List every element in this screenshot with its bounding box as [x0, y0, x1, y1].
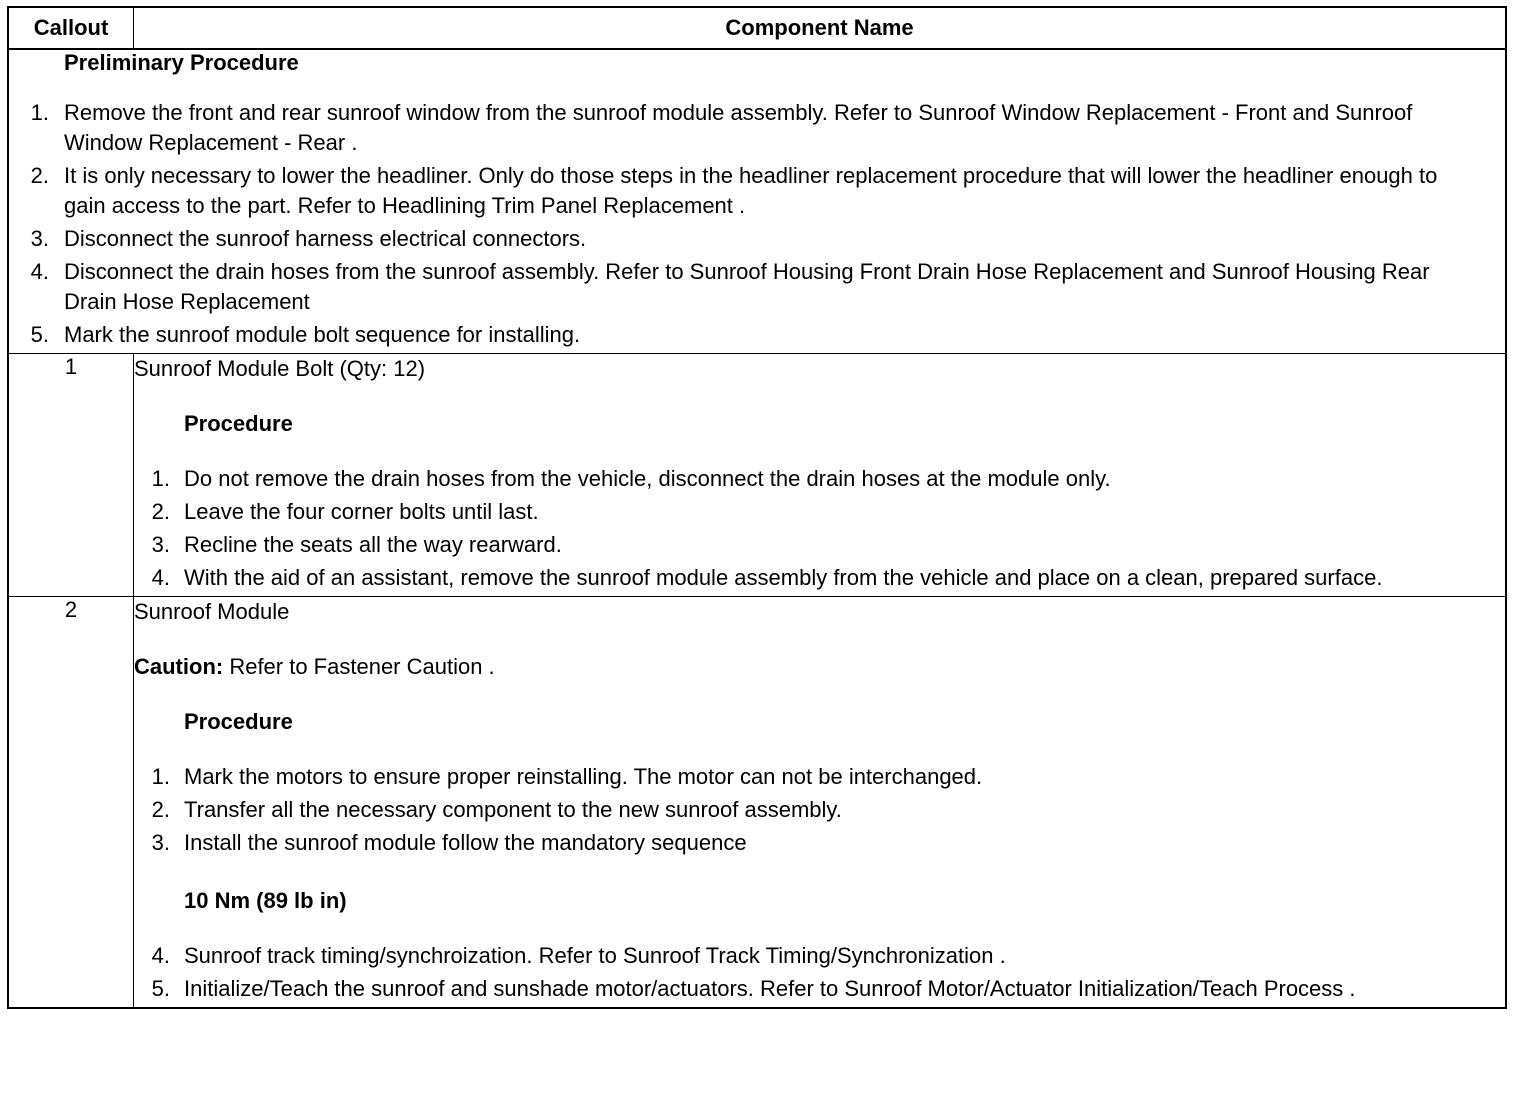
- step-text: Recline the seats all the way rearward.: [184, 532, 562, 557]
- step-text: Leave the four corner bolts until last.: [184, 499, 539, 524]
- table-header-row: [8, 7, 1506, 49]
- step-text: Mark the motors to ensure proper reinstalling. The motor can not be interchanged.: [184, 764, 983, 789]
- list-item: [9, 257, 1505, 317]
- step-number: 4.: [151, 565, 170, 590]
- preliminary-steps-list: [9, 98, 1505, 350]
- procedure-steps-list: [134, 762, 1505, 858]
- step-number: 1.: [151, 466, 170, 491]
- list-item: [134, 497, 1505, 527]
- step-number: 5.: [30, 322, 49, 347]
- component-table: [7, 6, 1507, 1009]
- list-item: [134, 762, 1505, 792]
- step-number: 4.: [151, 943, 170, 968]
- caution-note: [134, 652, 1505, 682]
- procedure-steps-list: [134, 464, 1505, 593]
- step-text: Mark the sunroof module bolt sequence for installing.: [64, 322, 581, 347]
- table-row: [8, 597, 1506, 1009]
- step-number: 3.: [30, 226, 49, 251]
- step-number: 4.: [30, 259, 49, 284]
- list-item: [9, 161, 1505, 221]
- list-item: [9, 320, 1505, 350]
- step-number: 5.: [151, 976, 170, 1001]
- step-text: Initialize/Teach the sunroof and sunshade motor/actuators. Refer to Sunroof Motor/Actuator Initialization/Teach Process .: [184, 976, 1356, 1001]
- step-number: 2.: [151, 499, 170, 524]
- step-text: Transfer all the necessary component to the new sunroof assembly.: [184, 797, 842, 822]
- procedure-steps-list-continued: [134, 941, 1505, 1004]
- callout-column-header: Callout: [8, 7, 134, 49]
- procedure-heading: Procedure: [184, 709, 293, 734]
- procedure-heading: Procedure: [184, 411, 293, 436]
- torque-spec: 10 Nm (89 lb in): [184, 888, 347, 913]
- list-item: [9, 98, 1505, 158]
- step-text: Do not remove the drain hoses from the vehicle, disconnect the drain hoses at the module only.: [184, 466, 1111, 491]
- step-number: 1.: [151, 764, 170, 789]
- callout-number: 2: [8, 597, 134, 1009]
- list-item: [134, 530, 1505, 560]
- preliminary-row: [8, 49, 1506, 354]
- caution-label: Caution:: [134, 654, 224, 679]
- component-name: Sunroof Module Bolt (Qty: 12): [134, 356, 426, 381]
- list-item: [134, 563, 1505, 593]
- component-name-column-header: Component Name: [134, 7, 1507, 49]
- list-item: [134, 795, 1505, 825]
- list-item: [134, 941, 1505, 971]
- step-number: 2.: [151, 797, 170, 822]
- list-item: [134, 464, 1505, 494]
- step-number: 3.: [151, 532, 170, 557]
- caution-text: Refer to Fastener Caution .: [223, 654, 495, 679]
- list-item: [9, 224, 1505, 254]
- step-text: It is only necessary to lower the headliner. Only do those steps in the headliner replacement procedure that will lower the headliner enough to gain access to the part. Refer to Headlining Trim Panel Replacement .: [64, 163, 1438, 218]
- component-cell: [134, 597, 1507, 1009]
- list-item: [134, 828, 1505, 858]
- step-number: 3.: [151, 830, 170, 855]
- component-name: Sunroof Module: [134, 599, 290, 624]
- callout-number: 1: [8, 354, 134, 597]
- preliminary-procedure-cell: [8, 49, 1506, 354]
- list-item: [134, 974, 1505, 1004]
- preliminary-procedure-heading: Preliminary Procedure: [64, 50, 299, 75]
- step-number: 1.: [30, 100, 49, 125]
- step-text: Remove the front and rear sunroof window from the sunroof module assembly. Refer to Sunroof Window Replacement - Front and Sunroof Window Replacement - Rear .: [64, 100, 1413, 155]
- step-text: Sunroof track timing/synchroization. Refer to Sunroof Track Timing/Synchronization .: [184, 943, 1006, 968]
- component-cell: [134, 354, 1507, 597]
- step-text: Disconnect the sunroof harness electrical connectors.: [64, 226, 587, 251]
- step-text: With the aid of an assistant, remove the sunroof module assembly from the vehicle and place on a clean, prepared surface.: [184, 565, 1383, 590]
- step-text: Disconnect the drain hoses from the sunroof assembly. Refer to Sunroof Housing Front Drain Hose Replacement and Sunroof Housing Rear Drain Hose Replacement: [64, 259, 1430, 314]
- table-row: [8, 354, 1506, 597]
- step-number: 2.: [30, 163, 49, 188]
- step-text: Install the sunroof module follow the mandatory sequence: [184, 830, 747, 855]
